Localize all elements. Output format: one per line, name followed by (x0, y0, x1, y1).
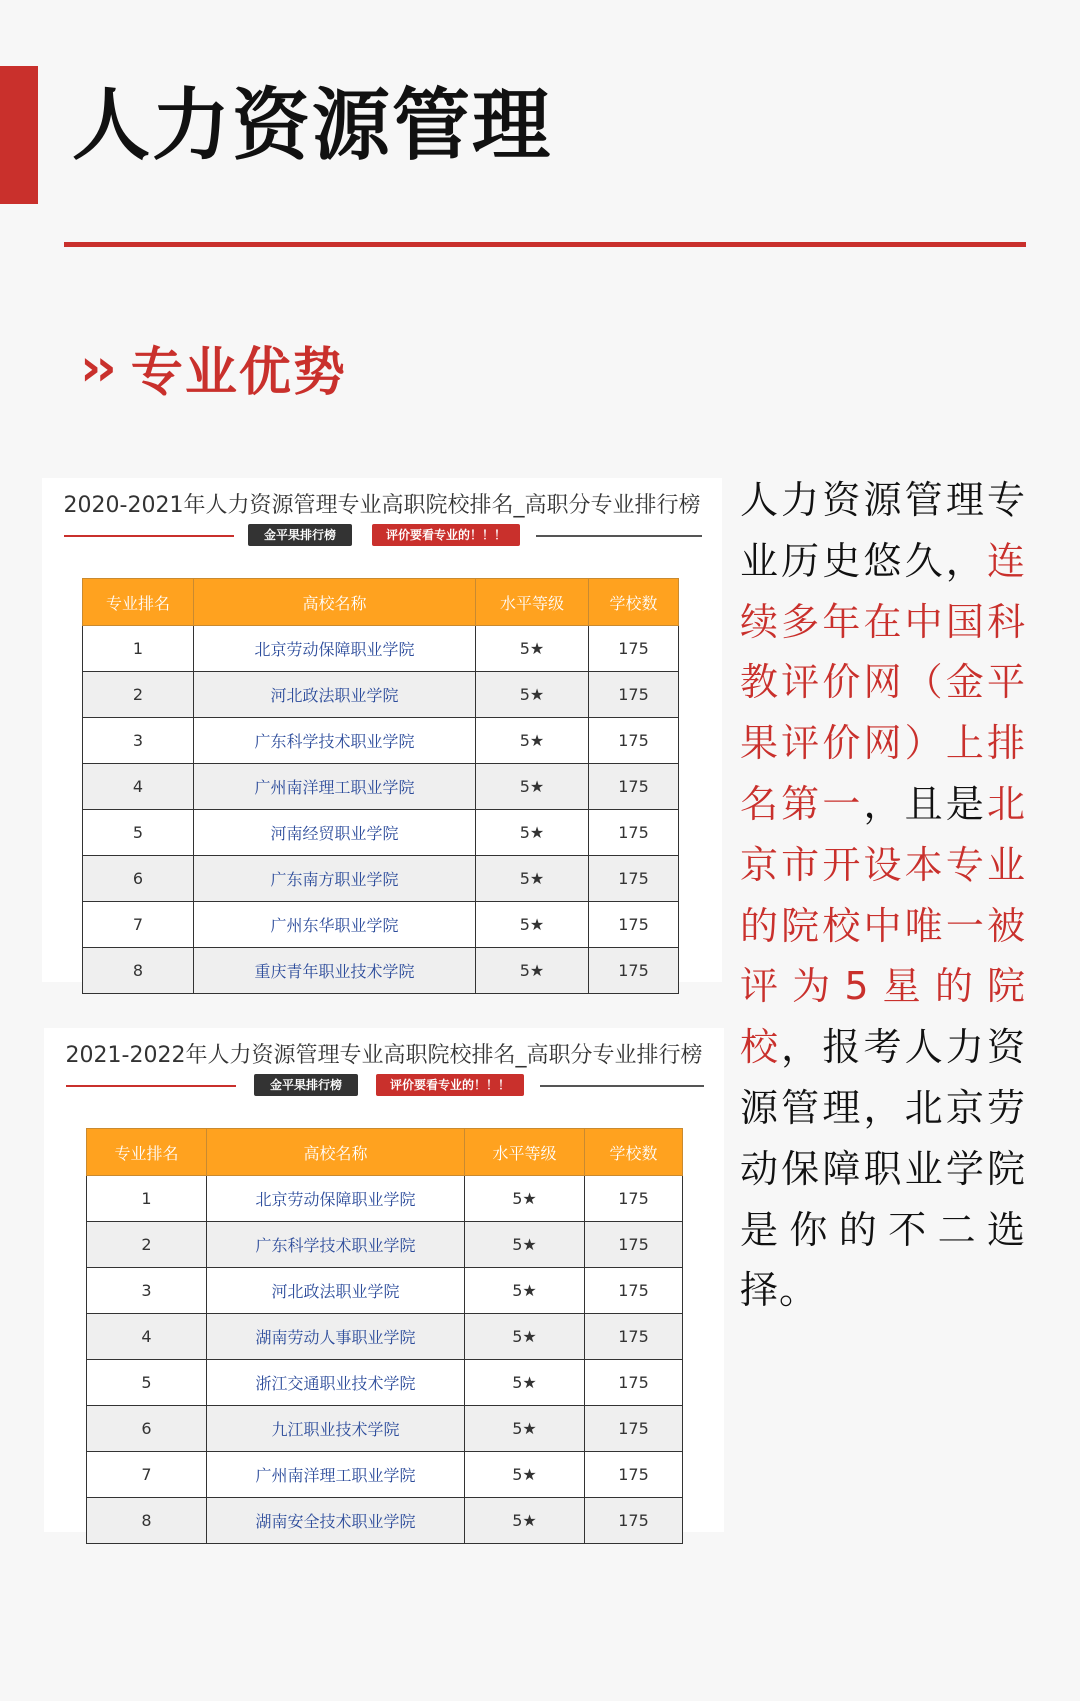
cell-school: 广州南洋理工职业学院 (207, 1452, 465, 1498)
header-level: 水平等级 (465, 1129, 585, 1176)
cell-school: 重庆青年职业技术学院 (194, 948, 476, 994)
table-row (83, 764, 679, 810)
cell-rank: 7 (83, 902, 194, 948)
description-text: ，且是 (863, 781, 987, 826)
cell-rank: 8 (87, 1498, 207, 1544)
table-row (83, 626, 679, 672)
table-row (87, 1176, 683, 1222)
table-row (87, 1498, 683, 1544)
cell-count: 175 (585, 1360, 683, 1406)
cell-rank: 6 (83, 856, 194, 902)
description-paragraph (740, 470, 1026, 1321)
cell-school: 广东科学技术职业学院 (207, 1222, 465, 1268)
cell-count: 175 (585, 1222, 683, 1268)
table-row (87, 1314, 683, 1360)
cell-school: 广东科学技术职业学院 (194, 718, 476, 764)
cell-count: 175 (585, 1268, 683, 1314)
table-row (83, 948, 679, 994)
ranking-image-2020 (42, 478, 722, 982)
cell-level: 5★ (476, 764, 589, 810)
ranking-image-2021 (44, 1028, 724, 1532)
cell-level: 5★ (465, 1498, 585, 1544)
cell-rank: 4 (87, 1314, 207, 1360)
cell-school: 广州东华职业学院 (194, 902, 476, 948)
cell-rank: 8 (83, 948, 194, 994)
cell-count: 175 (585, 1314, 683, 1360)
cell-level: 5★ (476, 948, 589, 994)
cell-rank: 2 (87, 1222, 207, 1268)
cell-school: 广东南方职业学院 (194, 856, 476, 902)
badge-jinpingguo: 金平果排行榜 (254, 1074, 358, 1096)
cell-school: 河北政法职业学院 (194, 672, 476, 718)
table-row (83, 718, 679, 764)
cell-school: 北京劳动保障职业学院 (194, 626, 476, 672)
subline-left-rule (64, 535, 234, 537)
header-count: 学校数 (589, 579, 679, 626)
description-highlight: 连续多年在中国科教评价网（金平果评价网）上排名第一 (740, 538, 1026, 826)
cell-count: 175 (589, 856, 679, 902)
cell-school: 河南经贸职业学院 (194, 810, 476, 856)
ranking-subline (44, 1074, 724, 1098)
cell-level: 5★ (465, 1222, 585, 1268)
table-row (83, 810, 679, 856)
cell-rank: 1 (87, 1176, 207, 1222)
cell-rank: 5 (87, 1360, 207, 1406)
cell-level: 5★ (476, 718, 589, 764)
subline-left-rule (66, 1085, 236, 1087)
cell-level: 5★ (476, 856, 589, 902)
cell-count: 175 (585, 1498, 683, 1544)
cell-count: 175 (589, 672, 679, 718)
cell-level: 5★ (476, 672, 589, 718)
ranking-heading: 2020-2021年人力资源管理专业高职院校排名_高职分专业排行榜 (63, 493, 701, 518)
cell-level: 5★ (465, 1268, 585, 1314)
cell-count: 175 (589, 810, 679, 856)
cell-count: 175 (589, 764, 679, 810)
title-divider (64, 242, 1026, 247)
cell-level: 5★ (465, 1360, 585, 1406)
cell-school: 湖南安全技术职业学院 (207, 1498, 465, 1544)
cell-level: 5★ (465, 1452, 585, 1498)
cell-count: 175 (589, 718, 679, 764)
title-accent-bar (0, 66, 38, 204)
description-text: ，报考人力资源管理，北京劳动保障职业学院是你的不二选择。 (740, 1025, 1026, 1313)
cell-rank: 3 (87, 1268, 207, 1314)
table-header-row (87, 1129, 683, 1176)
cell-rank: 5 (83, 810, 194, 856)
ranking-table (86, 1128, 683, 1544)
cell-level: 5★ (465, 1176, 585, 1222)
cell-level: 5★ (476, 810, 589, 856)
cell-level: 5★ (476, 902, 589, 948)
header-rank: 专业排名 (87, 1129, 207, 1176)
cell-count: 175 (585, 1176, 683, 1222)
table-row (87, 1452, 683, 1498)
section-heading (80, 330, 347, 405)
subline-right-rule (540, 1085, 704, 1087)
table-row (83, 902, 679, 948)
table-row (83, 856, 679, 902)
cell-count: 175 (589, 626, 679, 672)
description-highlight: 北京市开设本专业的院校中唯一被评为5星的院校 (740, 781, 1026, 1070)
page-title: 人力资源管理 (72, 81, 553, 171)
header-level: 水平等级 (476, 579, 589, 626)
table-header-row (83, 579, 679, 626)
table-row (87, 1268, 683, 1314)
header-rank: 专业排名 (83, 579, 194, 626)
cell-count: 175 (585, 1406, 683, 1452)
cell-school: 湖南劳动人事职业学院 (207, 1314, 465, 1360)
badge-evaluation: 评价要看专业的！！！ (372, 524, 520, 546)
description-text: 人力资源管理专业历史悠久， (740, 478, 1026, 583)
cell-school: 浙江交通职业技术学院 (207, 1360, 465, 1406)
badge-evaluation: 评价要看专业的！！！ (376, 1074, 524, 1096)
cell-count: 175 (585, 1452, 683, 1498)
cell-rank: 7 (87, 1452, 207, 1498)
cell-level: 5★ (476, 626, 589, 672)
ranking-subline (42, 524, 722, 548)
badge-jinpingguo: 金平果排行榜 (248, 524, 352, 546)
header-school: 高校名称 (207, 1129, 465, 1176)
cell-count: 175 (589, 948, 679, 994)
cell-rank: 6 (87, 1406, 207, 1452)
cell-school: 广州南洋理工职业学院 (194, 764, 476, 810)
double-chevron-right-icon: ›› (80, 337, 111, 398)
cell-rank: 2 (83, 672, 194, 718)
cell-school: 北京劳动保障职业学院 (207, 1176, 465, 1222)
table-row (87, 1222, 683, 1268)
subline-right-rule (536, 535, 702, 537)
header-count: 学校数 (585, 1129, 683, 1176)
cell-school: 河北政法职业学院 (207, 1268, 465, 1314)
cell-rank: 3 (83, 718, 194, 764)
cell-school: 九江职业技术学院 (207, 1406, 465, 1452)
cell-rank: 1 (83, 626, 194, 672)
table-row (83, 672, 679, 718)
table-row (87, 1360, 683, 1406)
table-row (87, 1406, 683, 1452)
section-label: 专业优势 (130, 343, 347, 403)
ranking-table (82, 578, 679, 994)
cell-level: 5★ (465, 1314, 585, 1360)
ranking-heading: 2021-2022年人力资源管理专业高职院校排名_高职分专业排行榜 (65, 1043, 703, 1068)
cell-count: 175 (589, 902, 679, 948)
cell-rank: 4 (83, 764, 194, 810)
cell-level: 5★ (465, 1406, 585, 1452)
header-school: 高校名称 (194, 579, 476, 626)
